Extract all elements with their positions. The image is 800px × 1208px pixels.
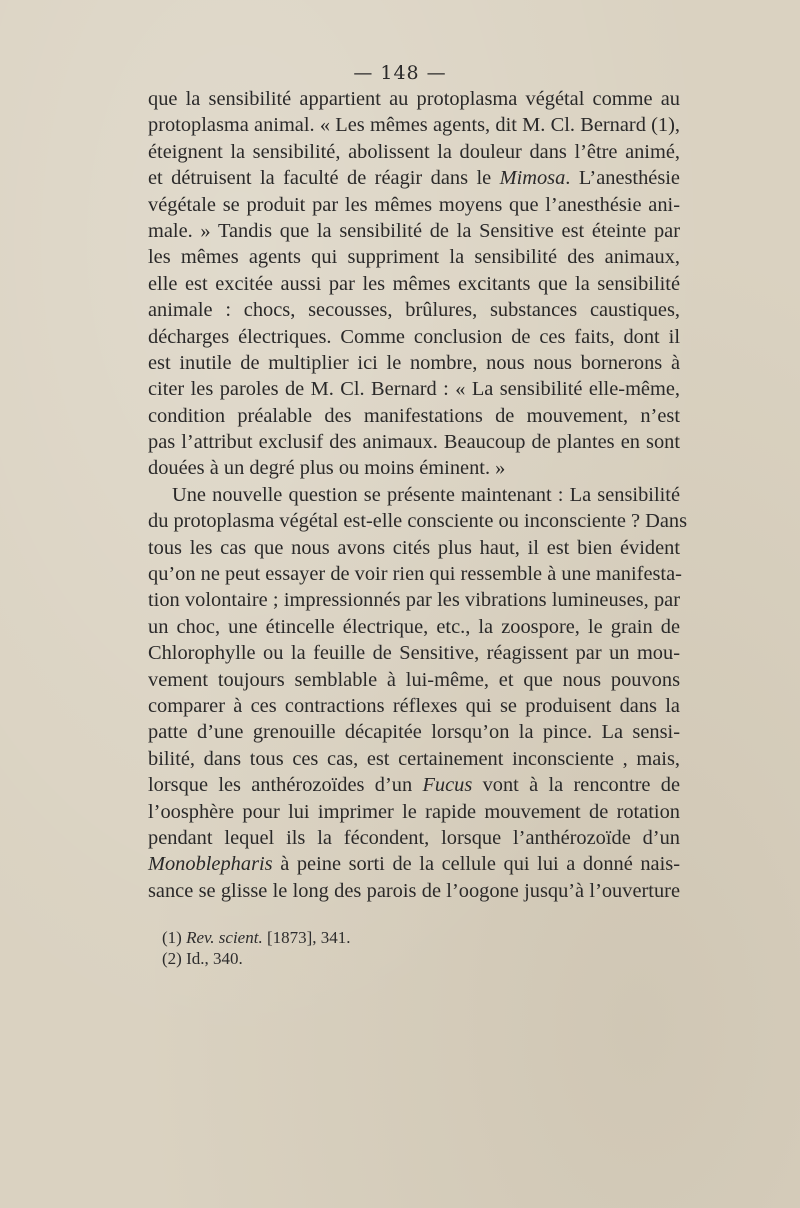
text-line: et détruisent la faculté de réagir dans le Mimosa. L’anesthésie — [148, 167, 680, 190]
text-line: condition préalable des manifestations de mouvement, n’est — [148, 404, 680, 427]
footnotes — [162, 927, 562, 969]
body-text — [148, 86, 688, 904]
text-line: Monoblepharis à peine sorti de la cellule qui lui a donné nais- — [148, 853, 680, 876]
text-line: un choc, une étincelle électrique, etc., la zoospore, le grain de — [148, 615, 680, 638]
text-line: lorsque les anthérozoïdes d’un Fucus vont à la rencontre de — [148, 774, 680, 797]
text-line: tous les cas que nous avons cités plus haut, il est bien évident — [148, 536, 680, 559]
text-line: Chlorophylle ou la feuille de Sensitive, réagissent par un mou- — [148, 642, 680, 665]
text-line: végétale se produit par les mêmes moyens que l’anesthésie ani- — [148, 193, 680, 216]
text-line: protoplasma animal. « Les mêmes agents, dit M. Cl. Bernard (1), — [148, 114, 680, 137]
text-line: éteignent la sensibilité, abolissent la douleur dans l’être animé, — [148, 140, 680, 163]
text-line: animale : chocs, secousses, brûlures, substances caustiques, — [148, 299, 680, 322]
text-line: sance se glisse le long des parois de l’oogone jusqu’à l’ouverture — [148, 879, 680, 902]
text-line: pas l’attribut exclusif des animaux. Beaucoup de plantes en sont — [148, 431, 680, 454]
italic-term: Fucus — [422, 774, 473, 797]
text-line: pendant lequel ils la fécondent, lorsque l’anthérozoïde d’un — [148, 826, 680, 849]
text-line: tion volontaire ; impressionnés par les vibrations lumineuses, par — [148, 589, 680, 612]
text-line: bilité, dans tous ces cas, est certainement inconsciente , mais, — [148, 747, 680, 770]
text-line: que la sensibilité appartient au protoplasma végétal comme au — [148, 88, 680, 110]
footnote: (1) Rev. scient. [1873], 341. — [162, 928, 351, 947]
text-line: qu’on ne peut essayer de voir rien qui ressemble à une manifesta- — [148, 563, 682, 586]
text-line: comparer à ces contractions réflexes qui se produisent dans la — [148, 694, 680, 717]
footnote: (2) Id., 340. — [162, 949, 243, 968]
text-line: elle est excitée aussi par les mêmes excitants que la sensibilité — [148, 272, 680, 295]
text-line: est inutile de multiplier ici le nombre, nous nous bornerons à — [148, 351, 680, 374]
text-line: décharges électriques. Comme conclusion de ces faits, dont il — [148, 325, 680, 348]
text-line: du protoplasma végétal est-elle consciente ou inconsciente ? Dans — [148, 510, 688, 533]
page-number: — 148 — — [353, 62, 447, 84]
text-line: les mêmes agents qui suppriment la sensibilité des animaux, — [148, 246, 680, 269]
text-line: l’oosphère pour lui imprimer le rapide mouvement de rotation — [148, 800, 680, 823]
italic-term: Monoblepharis — [148, 853, 273, 876]
text-line: citer les paroles de M. Cl. Bernard : « La sensibilité elle-même, — [148, 378, 680, 401]
text-line: vement toujours semblable à lui-même, et que nous pouvons — [148, 668, 680, 691]
text-line: Une nouvelle question se présente maintenant : La sensibilité — [172, 483, 680, 506]
italic-term: Mimosa — [499, 167, 566, 190]
text-line: patte d’une grenouille décapitée lorsqu’on la pince. La sensi- — [148, 721, 680, 744]
text-line: douées à un degré plus ou moins éminent. » — [148, 457, 506, 480]
text-line: male. » Tandis que la sensibilité de la Sensitive est éteinte par — [148, 219, 680, 242]
